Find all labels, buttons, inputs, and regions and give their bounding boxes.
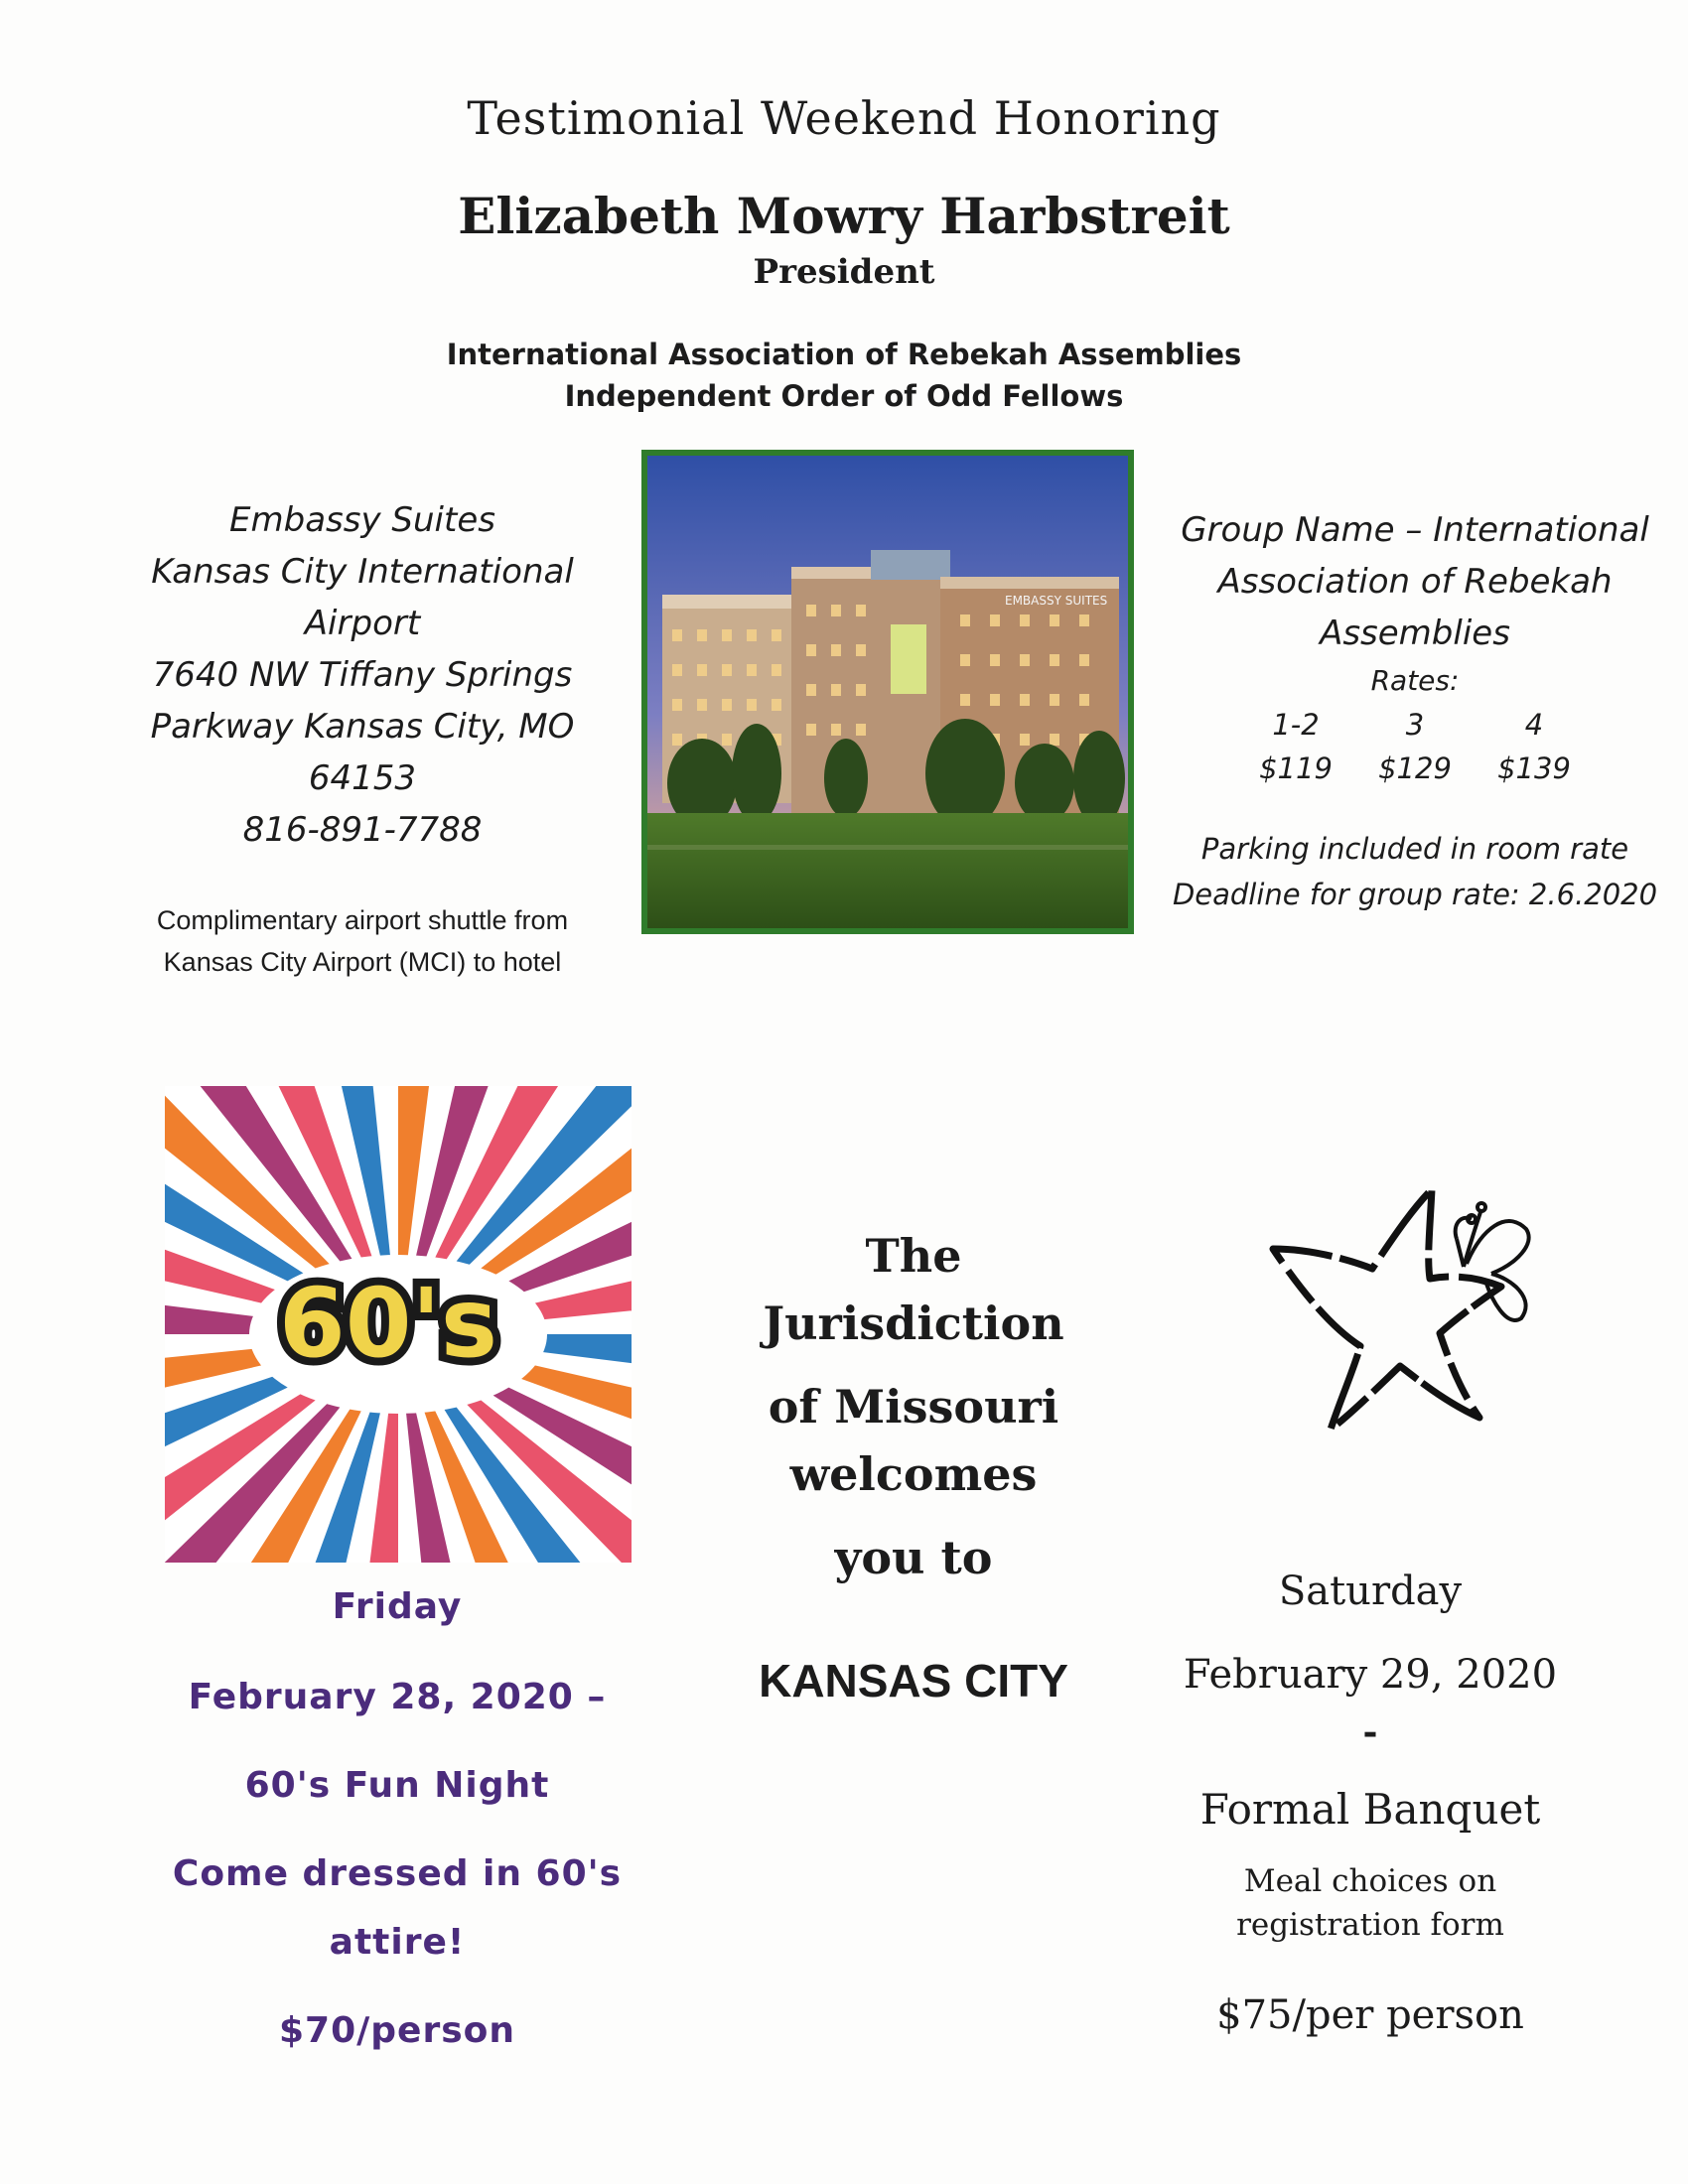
- occupancy-row: [1172, 703, 1658, 747]
- hotel-line: Parkway Kansas City, MO: [150, 707, 575, 747]
- friday-event-name: 60's Fun Night: [244, 1765, 550, 1806]
- honoree-role: President: [753, 252, 935, 292]
- price-value: $129: [1378, 751, 1452, 785]
- saturday-date: February 29, 2020: [1183, 1652, 1558, 1698]
- hotel-address: [134, 494, 591, 856]
- saturday-event-name: Formal Banquet: [1199, 1785, 1541, 1834]
- header-title: Testimonial Weekend Honoring: [467, 91, 1221, 145]
- price-value: $139: [1497, 751, 1571, 785]
- hotel-phone: 816-891-7788: [242, 810, 483, 850]
- friday-dress-line-2: attire!: [329, 1922, 466, 1963]
- group-line: Assemblies: [1320, 614, 1510, 653]
- hotel-line: Embassy Suites: [229, 500, 495, 540]
- organization-line-2: Independent Order of Odd Fellows: [564, 379, 1124, 413]
- welcome-message: [695, 1229, 1132, 1707]
- welcome-line: you to: [834, 1531, 993, 1584]
- shuttle-line-1: Complimentary airport shuttle from: [156, 905, 569, 935]
- group-rates-block: [1172, 504, 1658, 917]
- friday-date: February 28, 2020 –: [188, 1677, 607, 1717]
- welcome-line: welcomes: [789, 1447, 1038, 1501]
- sixties-logo: [165, 1086, 632, 1563]
- occupancy-value: 4: [1524, 708, 1544, 742]
- welcome-line: Jurisdiction: [763, 1297, 1064, 1350]
- friday-event: [149, 1586, 645, 2051]
- organization-line-1: International Association of Rebekah Assemblies: [446, 338, 1242, 371]
- sixties-logo-text: 60's: [278, 1268, 498, 1379]
- shuttle-note: [119, 899, 606, 983]
- hotel-photo: [641, 450, 1134, 934]
- group-line: Association of Rebekah: [1217, 562, 1613, 602]
- sunburst-icon: [165, 1086, 632, 1563]
- deadline-note: Deadline for group rate: 2.6.2020: [1172, 878, 1658, 911]
- hotel-line: 7640 NW Tiffany Springs: [152, 655, 573, 695]
- rates-label: Rates:: [1370, 664, 1460, 697]
- butterfly-icon: [1456, 1203, 1529, 1320]
- shuttle-line-2: Kansas City Airport (MCI) to hotel: [163, 947, 562, 977]
- saturday-meal-line-2: registration form: [1236, 1907, 1504, 1943]
- friday-dress-line-1: Come dressed in 60's: [172, 1853, 623, 1894]
- hotel-sign-text: EMBASSY SUITES: [1005, 594, 1108, 608]
- group-line: Group Name – International: [1181, 510, 1649, 550]
- saturday-day: Saturday: [1278, 1569, 1463, 1614]
- price-row: [1172, 747, 1658, 790]
- welcome-city: KANSAS CITY: [759, 1655, 1068, 1706]
- hotel-line: Kansas City International: [151, 552, 574, 592]
- hotel-line: 64153: [308, 758, 417, 798]
- friday-price: $70/person: [278, 2010, 516, 2051]
- saturday-price: $75/per person: [1216, 1992, 1524, 2038]
- star-icon: [1253, 1169, 1571, 1447]
- occupancy-value: 1-2: [1272, 708, 1320, 742]
- hotel-line: Airport: [304, 604, 421, 643]
- hotel-illustration: [647, 456, 1128, 928]
- price-value: $119: [1259, 751, 1333, 785]
- saturday-event: [1122, 1569, 1618, 2038]
- parking-info: [1172, 826, 1658, 917]
- honoree-name: Elizabeth Mowry Harbstreit: [458, 187, 1230, 245]
- star-butterfly-illustration: [1253, 1169, 1571, 1447]
- welcome-line: The: [865, 1229, 962, 1283]
- parking-note: Parking included in room rate: [1200, 832, 1629, 866]
- saturday-dash: -: [1362, 1711, 1378, 1753]
- friday-day: Friday: [332, 1586, 463, 1627]
- welcome-line: of Missouri: [768, 1380, 1059, 1433]
- occupancy-value: 3: [1405, 708, 1425, 742]
- saturday-meal-line-1: Meal choices on: [1243, 1863, 1497, 1899]
